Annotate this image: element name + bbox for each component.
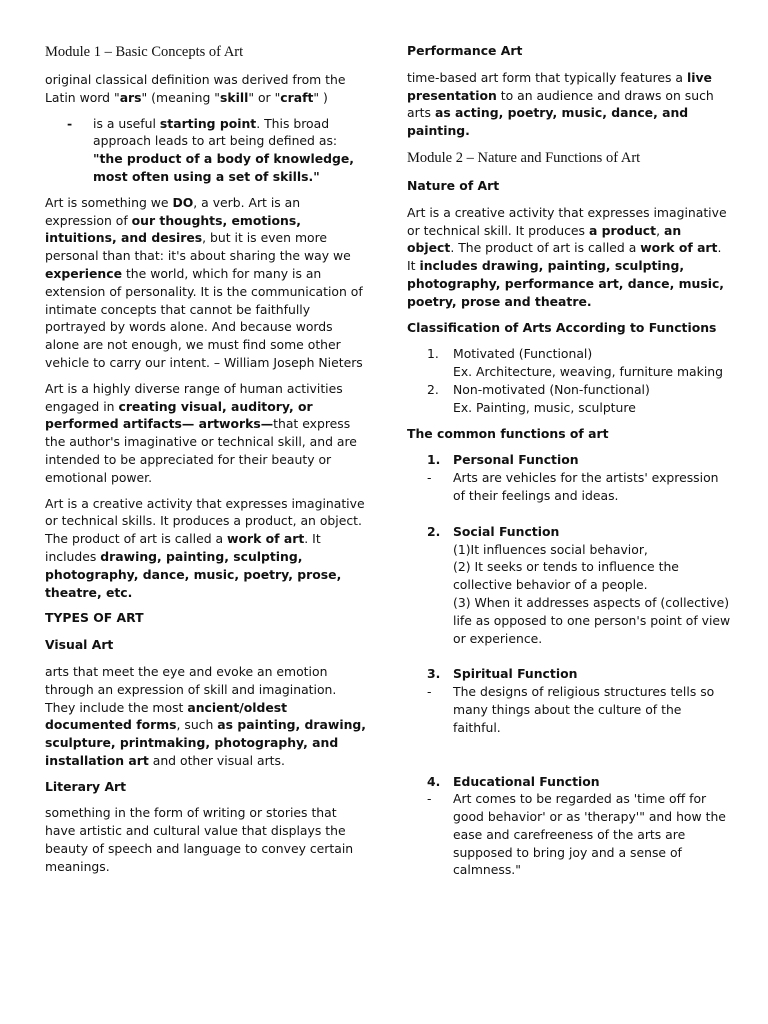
dash-marker: - (67, 115, 73, 131)
definition-paragraph (45, 71, 370, 107)
nature-of-art-paragraph (407, 204, 732, 311)
diverse-range-paragraph (45, 380, 370, 487)
text-run: arts that meet the eye and evoke an emotion through an expression of skill and imagination. They include the most (45, 663, 337, 715)
function-text: Arts are vehicles for the artists' expression of their feelings and ideas. (453, 470, 719, 503)
text-run: " or " (248, 89, 281, 105)
function-text: Art comes to be regarded as 'time off for good behavior' or as 'therapy'" and how the ease and carefreeness of the arts are supposed to bring joy and a sense of calmness." (453, 791, 726, 878)
text-run: and other visual arts. (148, 752, 285, 768)
text-run: , but it is even more personal than that: it's about sharing the way we (45, 230, 351, 264)
text-run: that express the author's imaginative or technical skill, and are intended to be appreciated for their beauty or emotional power. (45, 416, 357, 485)
classification-item (427, 345, 732, 381)
classification-heading: Classification of Arts According to Functions (407, 319, 717, 335)
bold-text-run: work of art (227, 531, 305, 547)
visual-art-paragraph (45, 663, 370, 770)
module-1-title: Module 1 – Basic Concepts of Art (45, 44, 244, 60)
text-run: , such (176, 717, 218, 733)
bold-text-run: craft (280, 89, 314, 105)
social-function-block (427, 523, 732, 648)
creative-activity-paragraph (45, 495, 370, 602)
function-title: Spiritual Function (453, 666, 578, 682)
literary-art-heading: Literary Art (45, 778, 127, 794)
spiritual-function-block (427, 665, 732, 736)
bold-text-run: "the product of a body of knowledge, most often using a set of skills." (93, 151, 354, 184)
function-text: (1)It influences social behavior, (453, 541, 648, 557)
types-of-art-heading: TYPES OF ART (45, 610, 144, 626)
bold-text-run: work of art (640, 240, 718, 256)
bold-text-run: a product (588, 222, 657, 238)
right-column (407, 42, 732, 897)
function-text: (3) When it addresses aspects of (collective) life as opposed to one person's point of view or experience. (453, 594, 731, 646)
personal-function-block (427, 451, 732, 504)
text-run: " ) (313, 89, 328, 105)
performance-art-paragraph (407, 69, 732, 140)
dash-marker: - (427, 470, 432, 486)
text-run: Art is a highly diverse range of human activities engaged in (45, 380, 343, 414)
text-run: , (656, 222, 664, 238)
bold-text-run: ancient/oldest documented forms (45, 699, 288, 733)
function-title: Personal Function (453, 452, 579, 468)
dash-marker: - (427, 791, 432, 807)
function-number: 1. (427, 452, 441, 468)
bold-text-run: our thoughts, emotions, intuitions, and desires (45, 212, 301, 246)
text-run: something in the form of writing or stories that have artistic and cultural value that displays the beauty of speech and language to convey certain meanings. (45, 805, 354, 874)
text-run: Art is a creative activity that expresses imaginative or technical skills. It produces a product, an object. The product of art is called a (45, 495, 365, 547)
text-run: Art is something we (45, 194, 173, 210)
performance-art-heading: Performance Art (407, 43, 523, 58)
text-run: " (meaning " (141, 89, 220, 105)
bold-text-run: starting point (159, 115, 257, 131)
classification-list (427, 345, 732, 416)
function-text: (2) It seeks or tends to influence the collective behavior of a people. (453, 559, 679, 593)
text-run: . It (407, 240, 722, 274)
educational-function-block (427, 773, 732, 880)
bold-text-run: live presentation (407, 69, 712, 103)
bold-text-run: an object (407, 222, 682, 256)
text-run: , a verb. Art is an expression of (45, 194, 301, 228)
item-title: Non-motivated (Non-functional) (453, 381, 650, 397)
art-is-verb-paragraph (45, 194, 370, 372)
text-run: . It includes (45, 531, 321, 564)
bold-text-run: skill (219, 89, 249, 105)
function-number: 3. (427, 666, 441, 682)
item-example: Ex. Painting, music, sculpture (453, 399, 636, 415)
item-title: Motivated (Functional) (453, 346, 593, 362)
module-2-title: Module 2 – Nature and Functions of Art (407, 149, 641, 166)
starting-point-bullet (67, 115, 370, 186)
bold-text-run: as acting, poetry, music, dance, and painting. (407, 105, 689, 139)
text-run: is a useful (93, 115, 160, 131)
bold-text-run: ars (119, 89, 142, 105)
text-run: the world, which for many is an extension of personality. It is the communication of intimate concepts that cannot be faithfully portrayed by words alone. And because words alone are not enough, we must find some other vehicle to carry our intent. – William Joseph Nieters (45, 265, 363, 370)
common-functions-heading: The common functions of art (407, 425, 609, 441)
item-example: Ex. Architecture, weaving, furniture making (453, 364, 723, 380)
text-run: Art is a creative activity that expresses imaginative or technical skill. It produces (407, 204, 727, 238)
text-run: time-based art form that typically features a (407, 69, 687, 85)
left-column (45, 42, 370, 884)
dash-marker: - (427, 684, 432, 700)
bold-text-run: DO (172, 194, 194, 210)
function-title: Educational Function (453, 773, 600, 789)
function-number: 4. (427, 773, 441, 789)
visual-art-heading: Visual Art (45, 637, 114, 653)
bold-text-run: drawing, painting, sculpting, photography, dance, music, poetry, prose, theatre, etc. (45, 548, 342, 600)
bold-text-run: as painting, drawing, sculpture, printmaking, photography, and installation art (45, 717, 366, 768)
classification-item (427, 381, 732, 417)
item-number: 2. (427, 381, 439, 397)
bold-text-run: experience (45, 265, 122, 281)
item-number: 1. (427, 346, 439, 362)
bold-text-run: includes drawing, painting, sculpting, photography, performance art, dance, music, poetry, prose and theatre. (407, 258, 725, 309)
text-run: to an audience and draws on such arts (407, 87, 714, 121)
text-run: . This broad approach leads to art being defined as: (93, 115, 338, 149)
starting-point-text (93, 115, 370, 186)
literary-art-paragraph (45, 804, 370, 875)
text-run: original classical definition was derived from the Latin word " (45, 72, 346, 105)
function-text: The designs of religious structures tells so many things about the culture of the faithful. (453, 684, 715, 735)
nature-of-art-heading: Nature of Art (407, 177, 500, 193)
text-run: . The product of art is called a (450, 240, 641, 256)
function-number: 2. (427, 523, 441, 539)
function-title: Social Function (453, 523, 560, 539)
bold-text-run: creating visual, auditory, or performed artifacts— artworks— (45, 398, 313, 432)
